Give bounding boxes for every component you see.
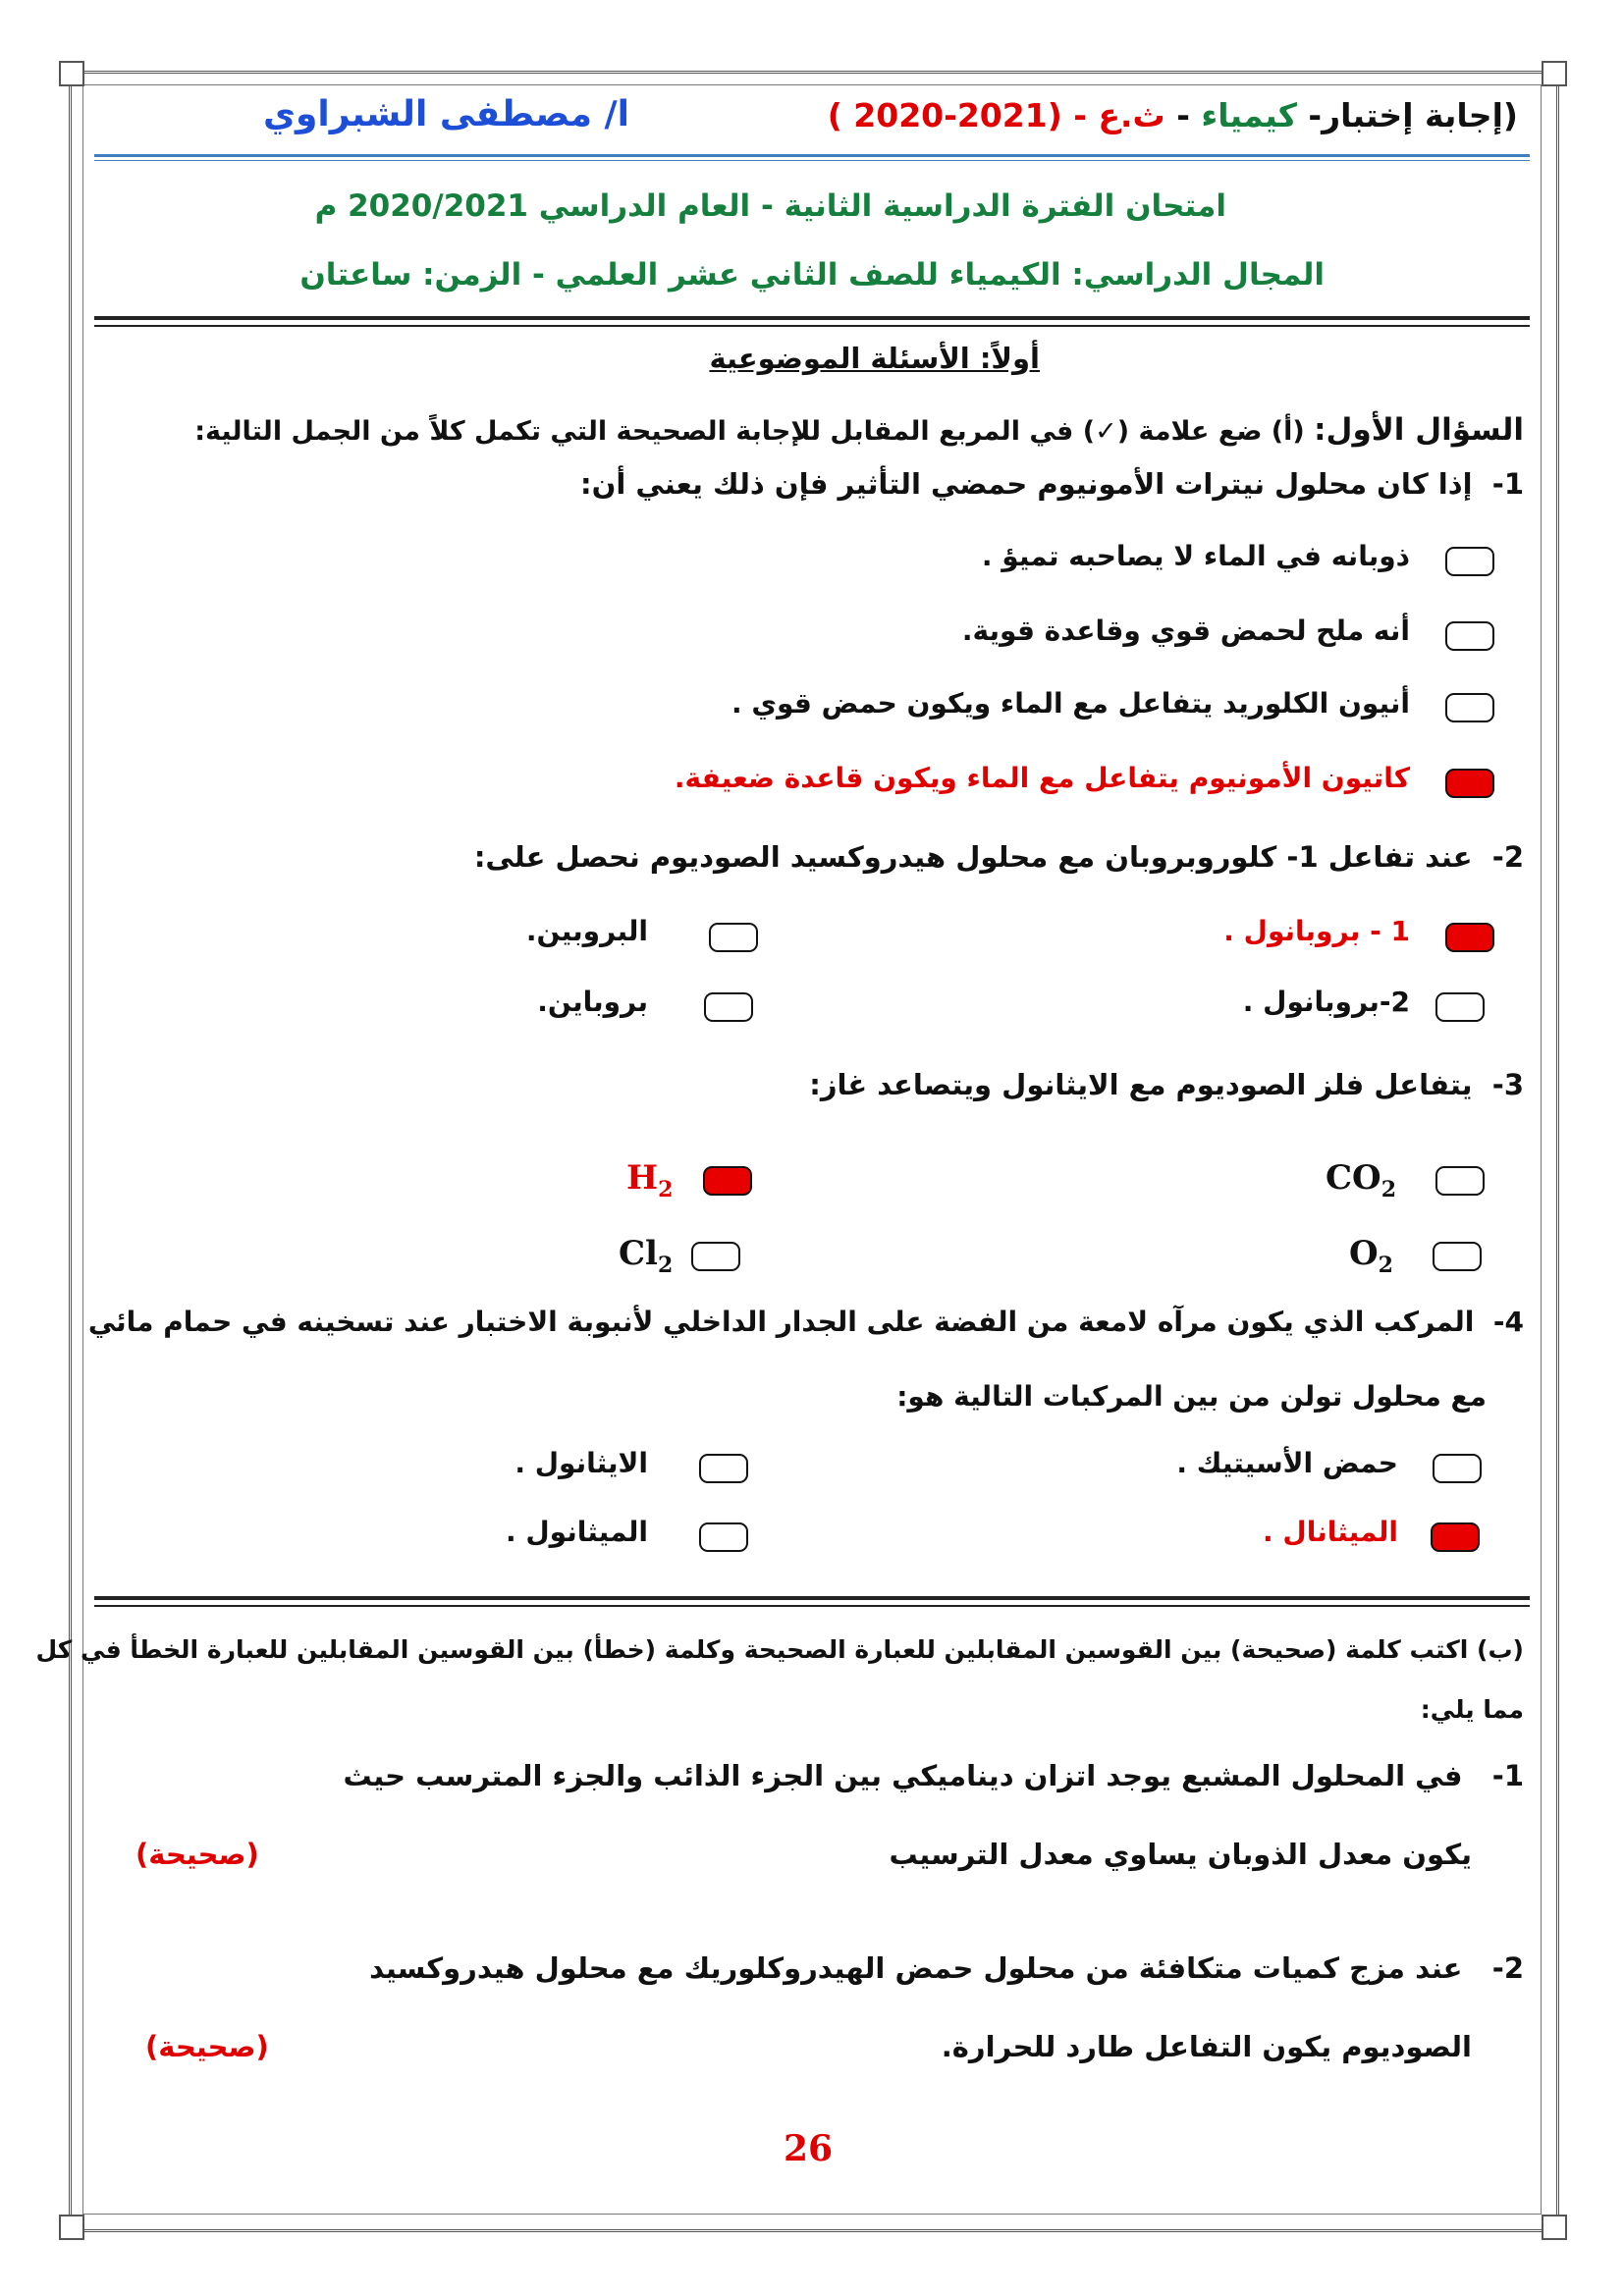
checkbox[interactable] [1435,992,1485,1022]
checkbox[interactable] [699,1454,748,1483]
q1-label: السؤال الأول: [1314,412,1524,448]
q1-item3-stem [809,1068,1524,1101]
q1-instruction-line [194,412,1524,448]
section-title: أولاً: الأسئلة الموضوعية [709,342,1040,375]
formula-symbol: CO [1326,1158,1381,1198]
option-formula [619,1234,673,1278]
border-corner [59,2215,84,2240]
header-author: ا/ مصطفى الشبراوي [263,94,630,134]
partb-item2-line2: الصوديوم يكون التفاعل طارد للحرارة. [941,2030,1472,2063]
border-corner [1542,61,1567,86]
header-paren: ( [1502,96,1518,134]
q1-item2-stem [474,840,1524,874]
checkbox[interactable] [1445,621,1494,651]
checkbox[interactable] [1433,1454,1482,1483]
item-number: 2- [1491,840,1524,874]
item-number: 1- [1491,467,1524,501]
formula-symbol: O [1349,1234,1379,1273]
checkbox[interactable] [1435,1166,1485,1196]
item-number: 4- [1492,1306,1524,1338]
header-years: - (2021-2020 ) [827,96,1099,134]
partb-instruction: (ب) اكتب كلمة (صحيحة) بين القوسين المقابلين للعبارة الصحيحة وكلمة (خطأ) بين القوسين المقابلين للعبارة الخطأ في كل [35,1635,1524,1664]
partb-item1-answer: (صحيحة) [135,1838,259,1871]
q1-item4-stem [88,1306,1524,1338]
partb-item1-line2: يكون معدل الذوبان يساوي معدل الترسيب [889,1838,1472,1871]
formula-symbol: Cl [619,1234,658,1273]
item-text: المركب الذي يكون مرآه لامعة من الفضة على الجدار الداخلي لأنبوبة الاختبار عند تسخينه في حمام مائي [87,1306,1475,1338]
formula-symbol: H [626,1158,659,1198]
option-text: الايثانول . [514,1447,648,1479]
formula-subscript: 2 [658,1176,674,1202]
option-text-correct: الميثانال . [1263,1516,1398,1548]
option-text-correct: 1 - بروبانول . [1223,915,1410,947]
q1-item1-stem [580,467,1524,501]
formula-subscript: 2 [657,1252,674,1278]
option-formula [1326,1158,1396,1202]
item-text: إذا كان محلول نيترات الأمونيوم حمضي التأثير فإن ذلك يعني أن: [580,467,1473,501]
header-divider [94,154,1530,157]
checkbox[interactable] [1433,1242,1482,1271]
item-number: 2- [1491,1951,1524,1985]
header-divider-thin [94,160,1530,161]
formula-subscript: 2 [1378,1252,1393,1278]
option-text-correct: كاتيون الأمونيوم يتفاعل مع الماء ويكون قاعدة ضعيفة. [674,762,1410,794]
option-text: بروباين. [537,986,648,1018]
option-formula-correct [626,1158,673,1202]
item-text: يتفاعل فلز الصوديوم مع الايثانول ويتصاعد غاز: [809,1068,1473,1101]
item-number: 1- [1491,1759,1524,1792]
option-text: الميثانول . [505,1516,648,1548]
option-formula [1349,1234,1393,1278]
item-text: عند مزج كميات متكافئة من محلول حمض الهيدروكلوريك مع محلول هيدروكسيد [369,1951,1463,1985]
header-separator: - [1164,96,1202,134]
title-divider-thin [94,325,1530,327]
checkbox-checked[interactable] [1445,769,1494,798]
partb-item1-line1 [344,1759,1524,1792]
header-subject: كيمياء [1201,96,1309,134]
section-divider-thin [94,1605,1530,1607]
option-text: أنه ملح لحمض قوي وقاعدة قوية. [961,614,1410,647]
section-divider [94,1596,1530,1600]
q1-instruction: (أ) ضع علامة (✓) في المربع المقابل للإجابة الصحيحة التي تكمل كلاً من الجمل التالية: [194,416,1315,447]
option-text: ذوبانه في الماء لا يصاحبه تميؤ . [981,540,1410,572]
partb-instruction-cont: مما يلي: [1420,1695,1524,1724]
exam-title: امتحان الفترة الدراسية الثانية - العام الدراسي 2020/2021 م [314,188,1226,224]
checkbox-checked[interactable] [1445,923,1494,952]
q1-item4-stem-cont: مع محلول تولن من بين المركبات التالية هو: [896,1380,1487,1413]
checkbox-checked[interactable] [703,1166,752,1196]
title-divider [94,316,1530,320]
page-number: 26 [784,2128,834,2169]
option-text: أنيون الكلوريد يتفاعل مع الماء ويكون حمض قوي . [731,687,1410,720]
checkbox[interactable] [699,1522,748,1552]
partb-item2-answer: (صحيحة) [145,2030,269,2063]
formula-subscript: 2 [1380,1176,1396,1202]
checkbox-checked[interactable] [1431,1522,1480,1552]
option-text: حمض الأسيتيك . [1176,1447,1398,1479]
exam-subject-line: المجال الدراسي: الكيمياء للصف الثاني عشر العلمي - الزمن: ساعتان [299,257,1325,293]
header-answer-word: إجابة إختبار- [1308,96,1503,134]
option-text: 2-بروبانول . [1242,986,1410,1018]
page-border-inner [82,84,1542,2215]
checkbox[interactable] [704,992,753,1022]
border-corner [59,61,84,86]
item-text: عند تفاعل 1- كلوروبروبان مع محلول هيدروكسيد الصوديوم نحصل على: [473,840,1473,874]
item-number: 3- [1491,1068,1524,1101]
checkbox[interactable] [1445,693,1494,722]
header-grade: ث.ع [1098,96,1165,134]
checkbox[interactable] [691,1242,740,1271]
option-text: البروبين. [525,915,648,947]
header-answer [828,96,1518,134]
partb-item2-line1 [369,1951,1524,1985]
border-corner [1542,2215,1567,2240]
item-text: في المحلول المشبع يوجد اتزان ديناميكي بين الجزء الذائب والجزء المترسب حيث [343,1759,1463,1792]
checkbox[interactable] [1445,547,1494,576]
checkbox[interactable] [709,923,758,952]
